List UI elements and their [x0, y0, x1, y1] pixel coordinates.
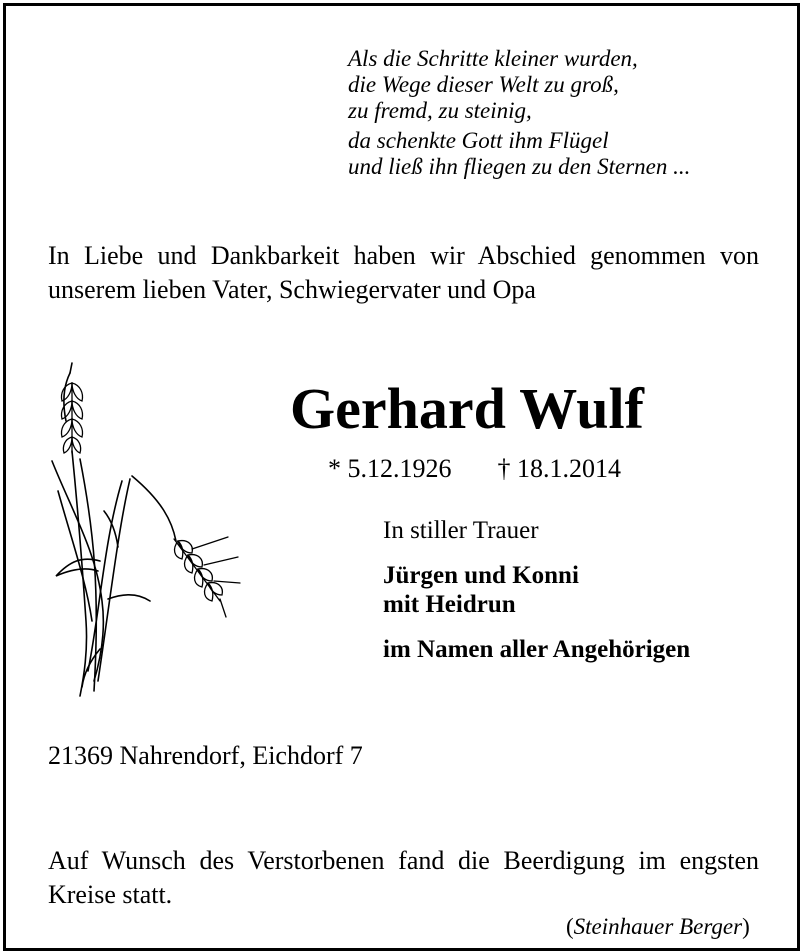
publisher-credit — [566, 912, 750, 942]
birth-date: * 5.12.1926 — [328, 454, 452, 483]
mourner-names — [383, 561, 690, 619]
credit-signature: Steinhauer Berger — [573, 914, 743, 939]
mourners-block — [383, 515, 690, 665]
credit-paren-open: ( — [566, 914, 574, 939]
mourner-line: mit Heidrun — [383, 591, 516, 618]
life-dates — [328, 452, 621, 486]
poem-line: Als die Schritte kleiner wurden, — [348, 46, 638, 71]
obituary-notice — [3, 3, 800, 951]
death-date: † 18.1.2014 — [497, 454, 621, 483]
poem-line: zu fremd, zu steinig, — [348, 98, 532, 123]
poem-line: und ließ ihn fliegen zu den Sternen ... — [348, 154, 691, 179]
poem-line: da schenkte Gott ihm Flügel — [348, 128, 609, 153]
mourning-lead: In stiller Trauer — [383, 517, 539, 544]
deceased-name: Gerhard Wulf — [290, 376, 644, 441]
credit-paren-close: ) — [742, 914, 750, 939]
intro-text: In Liebe und Dankbarkeit haben wir Abschied genommen von unserem lieben Vater, Schwiegervater und Opa — [48, 241, 759, 304]
mourners-all-relatives: im Namen aller Angehörigen — [383, 636, 691, 663]
poem-line: die Wege dieser Welt zu groß, — [348, 72, 619, 97]
address: 21369 Nahrendorf, Eichdorf 7 — [48, 741, 363, 770]
wheat-ears-icon — [42, 361, 242, 711]
poem — [348, 46, 690, 180]
funeral-note: Auf Wunsch des Verstorbenen fand die Beerdigung im engsten Kreise statt. — [48, 846, 759, 909]
mourner-line: Jürgen und Konni — [383, 562, 579, 589]
